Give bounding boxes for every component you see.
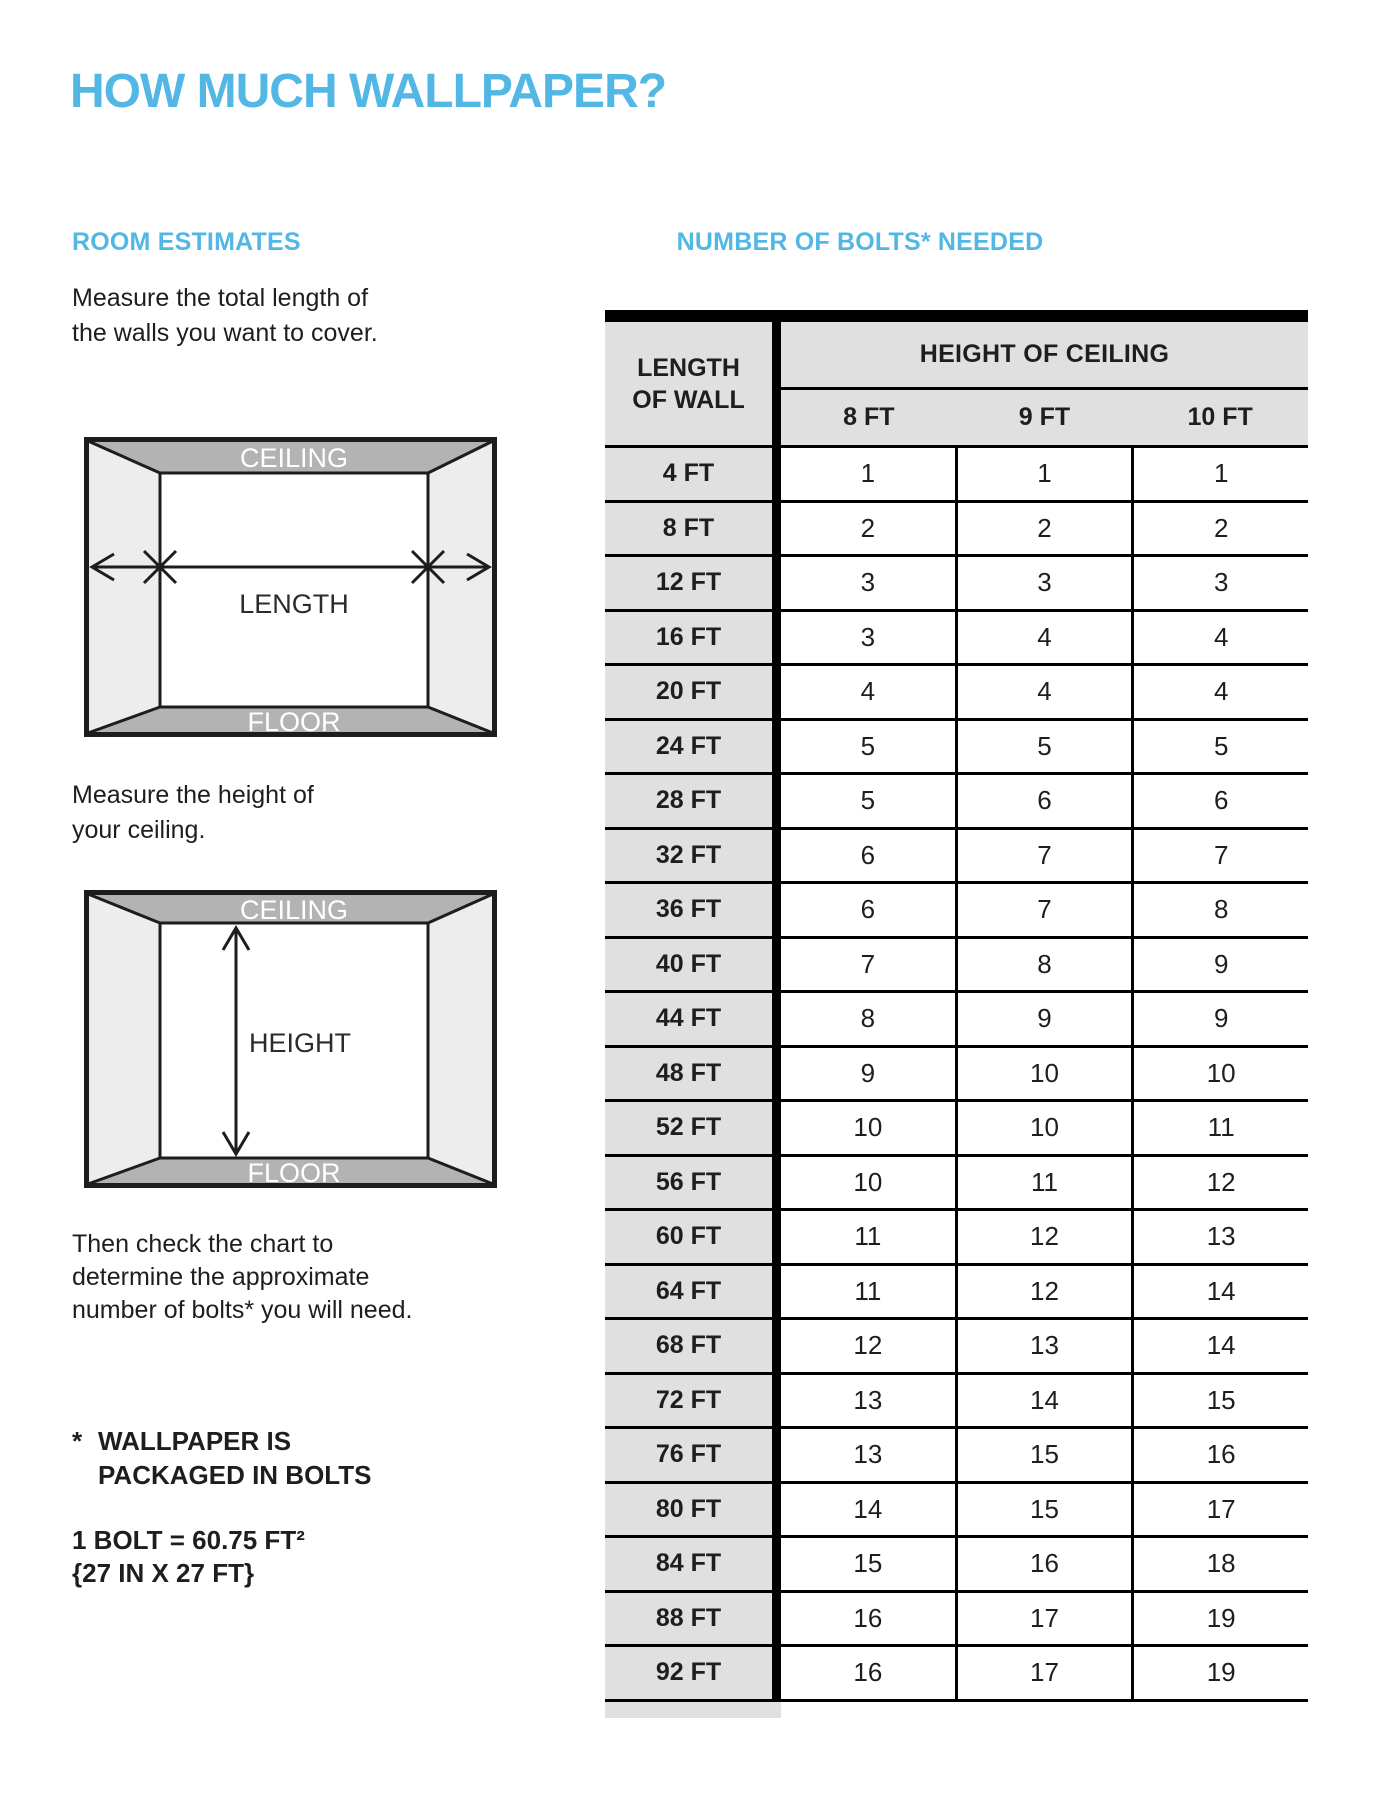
step2-line1: Measure the height of (72, 781, 314, 809)
bolts-value: 4 (781, 666, 955, 718)
bolts-value: 8 (1131, 884, 1308, 936)
room-estimates-heading: ROOM ESTIMATES (72, 228, 301, 256)
bolts-value: 4 (1131, 612, 1308, 664)
bolts-value: 16 (781, 1647, 955, 1699)
row-length-label: 68 FT (605, 1320, 781, 1372)
table-row (605, 503, 1308, 558)
room-length-diagram (84, 437, 497, 737)
table-row (605, 612, 1308, 667)
bolts-value: 11 (781, 1211, 955, 1263)
row-length-label: 52 FT (605, 1102, 781, 1154)
bolts-value: 3 (955, 557, 1132, 609)
table-row (605, 1484, 1308, 1539)
bolts-value: 5 (781, 721, 955, 773)
bolts-value: 14 (1131, 1266, 1308, 1318)
bolts-value: 13 (781, 1429, 955, 1481)
right-wall-surface (428, 441, 493, 733)
bolts-value: 13 (955, 1320, 1132, 1372)
length-of-wall-line2: OF WALL (632, 385, 745, 414)
bolts-value: 7 (955, 884, 1132, 936)
row-length-label: 76 FT (605, 1429, 781, 1481)
bolts-value: 1 (955, 448, 1132, 500)
step2-line2: your ceiling. (72, 816, 206, 844)
length-label: LENGTH (239, 589, 349, 619)
bolts-value: 12 (955, 1266, 1132, 1318)
bolts-value: 3 (1131, 557, 1308, 609)
row-length-label: 92 FT (605, 1647, 781, 1699)
right-wall-surface (428, 894, 493, 1184)
table-row (605, 939, 1308, 994)
wallpaper-bolts-footnote (72, 1424, 371, 1492)
bolts-value: 16 (781, 1593, 955, 1645)
bolts-value: 9 (1131, 993, 1308, 1045)
table-row (605, 1538, 1308, 1593)
bolts-value: 12 (1131, 1157, 1308, 1209)
row-length-label: 8 FT (605, 503, 781, 555)
table-row (605, 1593, 1308, 1648)
bolts-value: 7 (781, 939, 955, 991)
length-of-wall-line1: LENGTH (637, 353, 740, 382)
ceiling-header-group (781, 322, 1308, 445)
step3-line2: determine the approximate (72, 1263, 370, 1291)
bolts-value: 2 (955, 503, 1132, 555)
ceiling-height-columns (781, 390, 1308, 445)
row-length-label: 64 FT (605, 1266, 781, 1318)
table-row (605, 1647, 1308, 1702)
bolts-value: 17 (955, 1593, 1132, 1645)
bolts-value: 14 (955, 1375, 1132, 1427)
bolts-value: 15 (955, 1429, 1132, 1481)
footnote-line2: PACKAGED IN BOLTS (98, 1460, 372, 1490)
table-header (605, 322, 1308, 448)
bolt-equivalence: 1 BOLT = 60.75 FT² (72, 1525, 305, 1555)
row-length-label: 44 FT (605, 993, 781, 1045)
bolts-value: 10 (955, 1102, 1132, 1154)
bolts-value: 10 (955, 1048, 1132, 1100)
bolts-value: 1 (781, 448, 955, 500)
bolts-value: 2 (1131, 503, 1308, 555)
bolts-needed-heading: NUMBER OF BOLTS* NEEDED (676, 228, 1044, 256)
col-header-9ft: 9 FT (1018, 403, 1071, 431)
floor-label: FLOOR (247, 1158, 341, 1188)
bolts-value: 5 (1131, 721, 1308, 773)
row-length-label: 32 FT (605, 830, 781, 882)
bolts-value: 2 (781, 503, 955, 555)
bolts-value: 12 (781, 1320, 955, 1372)
step2-text (72, 778, 314, 848)
bolt-size-info (72, 1524, 305, 1590)
table-row (605, 1048, 1308, 1103)
row-length-label: 12 FT (605, 557, 781, 609)
row-length-label: 84 FT (605, 1538, 781, 1590)
bolts-value: 11 (1131, 1102, 1308, 1154)
bolts-value: 6 (1131, 775, 1308, 827)
footnote-line1: WALLPAPER IS (98, 1426, 292, 1456)
bolts-value: 4 (1131, 666, 1308, 718)
bolts-value: 8 (781, 993, 955, 1045)
row-length-label: 36 FT (605, 884, 781, 936)
table-row (605, 1102, 1308, 1157)
bolts-value: 18 (1131, 1538, 1308, 1590)
table-row (605, 830, 1308, 885)
row-length-label: 80 FT (605, 1484, 781, 1536)
row-length-label: 4 FT (605, 448, 781, 500)
bolts-value: 11 (955, 1157, 1132, 1209)
table-top-border (605, 310, 1308, 322)
ceiling-label: CEILING (239, 895, 349, 925)
col-header-10ft: 10 FT (1187, 403, 1253, 431)
left-wall-surface (88, 441, 160, 733)
table-row (605, 1429, 1308, 1484)
bolts-value: 10 (781, 1102, 955, 1154)
bolts-value: 6 (781, 830, 955, 882)
table-row (605, 884, 1308, 939)
bolts-value: 7 (1131, 830, 1308, 882)
bolts-value: 4 (955, 666, 1132, 718)
bolts-value: 15 (781, 1538, 955, 1590)
bolts-value: 13 (1131, 1211, 1308, 1263)
table-row (605, 993, 1308, 1048)
bolts-value: 17 (955, 1647, 1132, 1699)
table-row (605, 721, 1308, 776)
bolts-value: 13 (781, 1375, 955, 1427)
row-length-label: 28 FT (605, 775, 781, 827)
table-left-column-stub (605, 1702, 781, 1718)
floor-label: FLOOR (247, 707, 341, 737)
table-row (605, 775, 1308, 830)
bolts-value: 10 (1131, 1048, 1308, 1100)
bolts-value: 9 (955, 993, 1132, 1045)
row-length-label: 20 FT (605, 666, 781, 718)
table-row (605, 1211, 1308, 1266)
step3-line3: number of bolts* you will need. (72, 1296, 413, 1324)
row-length-label: 88 FT (605, 1593, 781, 1645)
step1-line1: Measure the total length of (72, 284, 369, 312)
bolts-value: 9 (1131, 939, 1308, 991)
asterisk: * (72, 1426, 83, 1456)
bolts-value: 17 (1131, 1484, 1308, 1536)
bolts-table (605, 310, 1308, 1718)
bolts-value: 5 (955, 721, 1132, 773)
col-header-8ft: 8 FT (843, 403, 895, 431)
step1-text (72, 281, 378, 351)
bolts-value: 14 (1131, 1320, 1308, 1372)
bolts-value: 4 (955, 612, 1132, 664)
left-wall-surface (88, 894, 160, 1184)
row-length-label: 60 FT (605, 1211, 781, 1263)
table-body (605, 448, 1308, 1702)
table-row (605, 557, 1308, 612)
bolts-value: 10 (781, 1157, 955, 1209)
bolts-value: 16 (1131, 1429, 1308, 1481)
ceiling-label: CEILING (239, 443, 349, 473)
bolts-value: 6 (955, 775, 1132, 827)
step1-line2: the walls you want to cover. (72, 319, 378, 347)
bolts-value: 5 (781, 775, 955, 827)
table-row (605, 1375, 1308, 1430)
footnote-lines (98, 1424, 371, 1492)
row-length-label: 40 FT (605, 939, 781, 991)
step3-line1: Then check the chart to (72, 1230, 334, 1258)
bolts-value: 3 (781, 557, 955, 609)
row-length-label: 48 FT (605, 1048, 781, 1100)
bolts-value: 12 (955, 1211, 1132, 1263)
row-length-label: 24 FT (605, 721, 781, 773)
step3-text (72, 1228, 412, 1327)
bolt-dimensions: {27 IN X 27 FT} (72, 1558, 255, 1588)
row-length-label: 56 FT (605, 1157, 781, 1209)
length-of-wall-header (605, 322, 781, 445)
bolts-value: 16 (955, 1538, 1132, 1590)
bolts-value: 14 (781, 1484, 955, 1536)
row-length-label: 72 FT (605, 1375, 781, 1427)
bolts-value: 19 (1131, 1593, 1308, 1645)
table-row (605, 1266, 1308, 1321)
bolts-value: 19 (1131, 1647, 1308, 1699)
bolts-value: 6 (781, 884, 955, 936)
table-row (605, 448, 1308, 503)
table-row (605, 666, 1308, 721)
table-row (605, 1157, 1308, 1212)
bolts-value: 8 (955, 939, 1132, 991)
height-label: HEIGHT (248, 1028, 352, 1058)
room-height-diagram (84, 890, 497, 1188)
bolts-value: 3 (781, 612, 955, 664)
bolts-value: 1 (1131, 448, 1308, 500)
bolts-value: 11 (781, 1266, 955, 1318)
bolts-value: 9 (781, 1048, 955, 1100)
bolts-value: 15 (955, 1484, 1132, 1536)
bolts-value: 15 (1131, 1375, 1308, 1427)
height-of-ceiling-header: HEIGHT OF CEILING (781, 322, 1308, 390)
row-length-label: 16 FT (605, 612, 781, 664)
bolts-value: 7 (955, 830, 1132, 882)
table-row (605, 1320, 1308, 1375)
page-title: HOW MUCH WALLPAPER? (70, 65, 667, 118)
